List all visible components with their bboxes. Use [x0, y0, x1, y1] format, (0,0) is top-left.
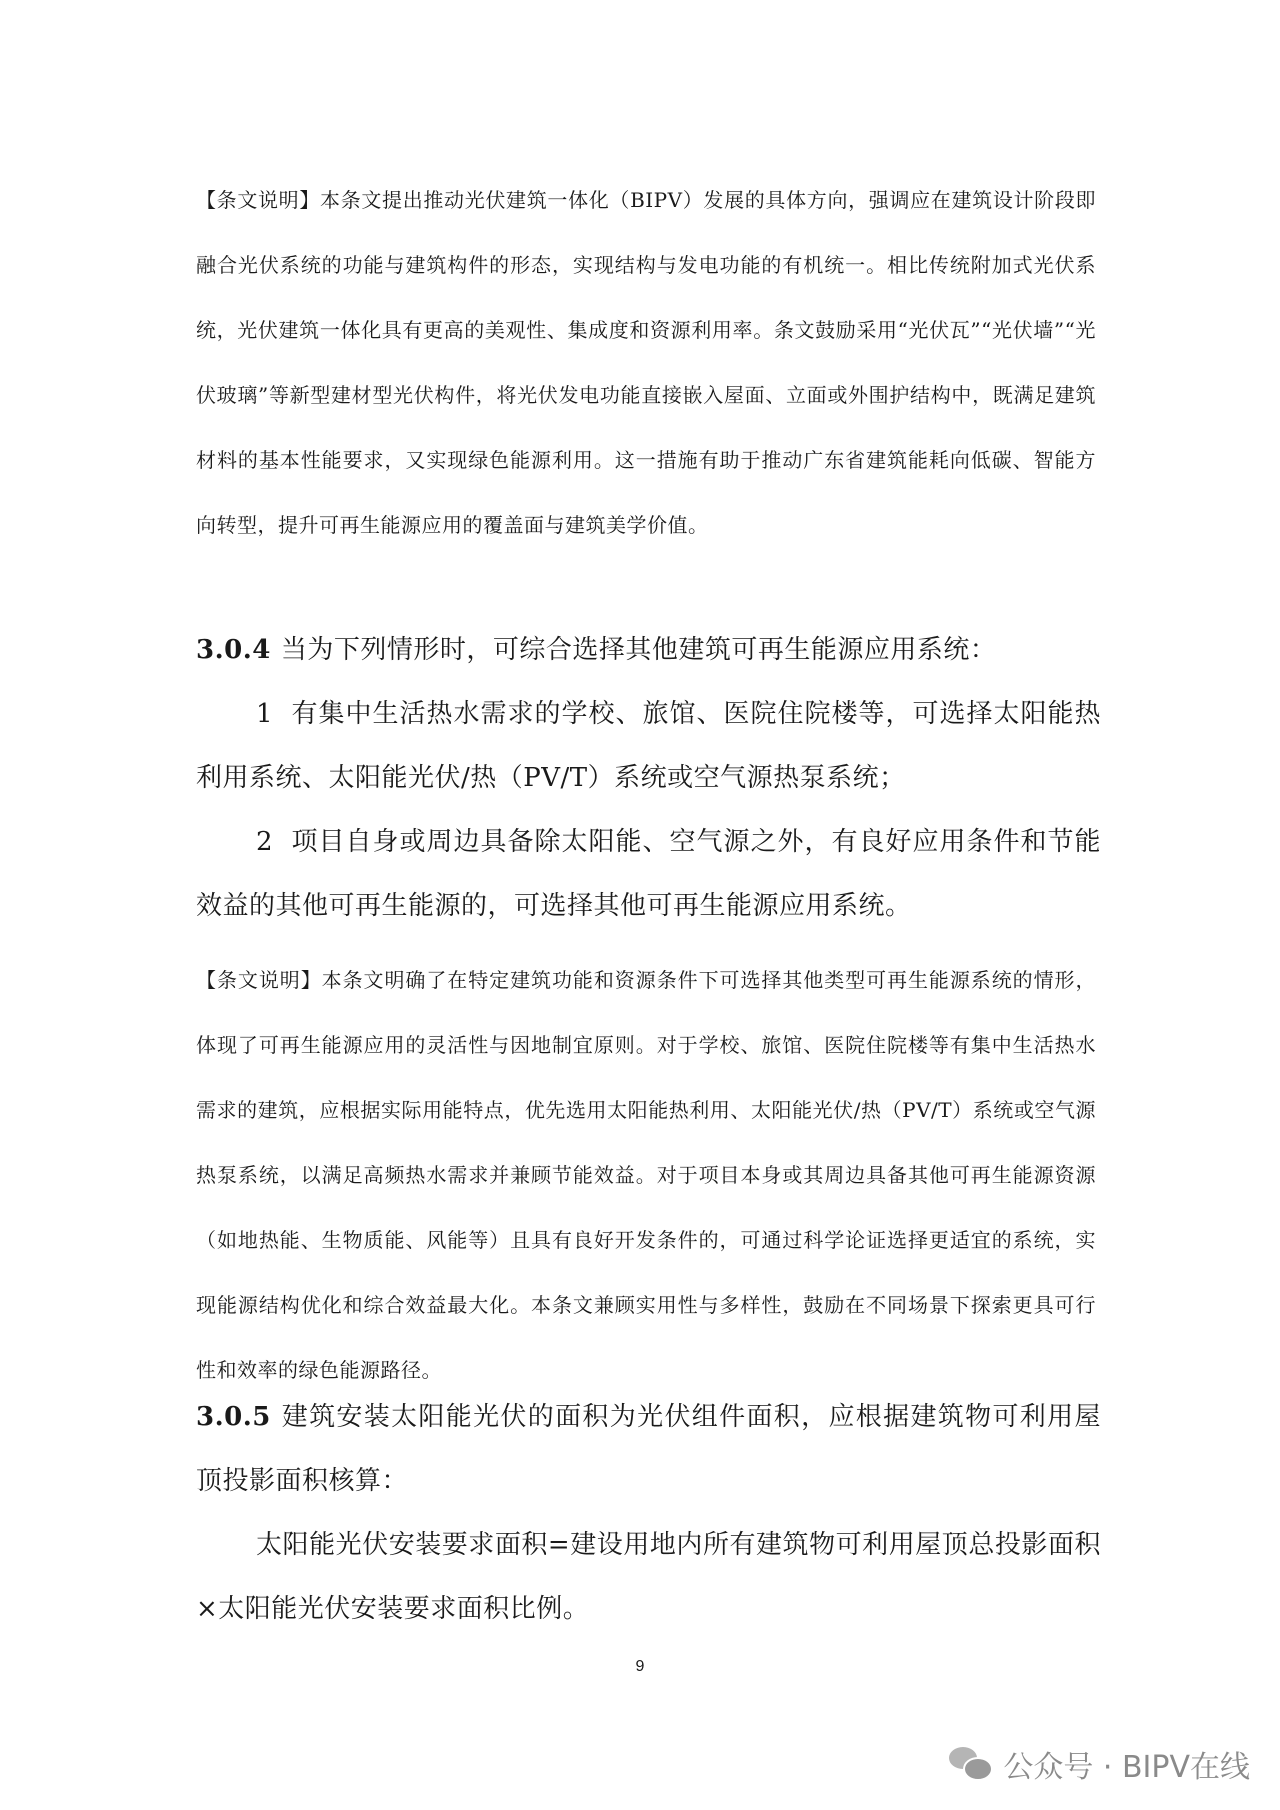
clause-explanation-304: 【条文说明】本条文明确了在特定建筑功能和资源条件下可选择其他类型可再生能源系统的情形，体现了可再生能源应用的灵活性与因地制宜原则。对于学校、旅馆、医院住院楼等有集中生活热水需求的建筑，应根据实际用能特点，优先选用太阳能热利用、太阳能光伏/热（PV/T）系统或空气源热泵系统，以满足高频热水需求并兼顾节能效益。对于项目本身或其周边具备其他可再生能源资源（如地热能、生物质能、风能等）且具有良好开发条件的，可通过科学论证选择更适宜的系统，实现能源结构优化和综合效益最大化。本条文兼顾实用性与多样性，鼓励在不同场景下探索更具可行性和效率的绿色能源路径。 — [196, 968, 1096, 1382]
item-index: 2 — [256, 827, 274, 857]
page-number: 9 — [635, 1658, 645, 1675]
clause-305 — [196, 1385, 1101, 1513]
watermark-text: 公众号 · BIPV在线 — [1003, 1750, 1250, 1785]
wechat-icon — [949, 1747, 991, 1781]
clause-text: 建筑安装太阳能光伏的面积为光伏组件面积，应根据建筑物可利用屋顶投影面积核算： — [196, 1402, 1101, 1496]
item-text: 有集中生活热水需求的学校、旅馆、医院住院楼等，可选择太阳能热利用系统、太阳能光伏/热（PV/T）系统或空气源热泵系统； — [196, 699, 1101, 793]
clause-number: 3.0.5 — [196, 1402, 271, 1432]
clause-text: 当为下列情形时，可综合选择其他建筑可再生能源应用系统： — [280, 635, 997, 665]
item-text: 项目自身或周边具备除太阳能、空气源之外，有良好应用条件和节能效益的其他可再生能源的，可选择其他可再生能源应用系统。 — [196, 827, 1101, 921]
clause-number: 3.0.4 — [196, 635, 271, 665]
clause-304-item-2 — [196, 810, 1101, 938]
area-formula: 太阳能光伏安装要求面积=建设用地内所有建筑物可利用屋顶总投影面积×太阳能光伏安装要求面积比例。 — [196, 1530, 1101, 1624]
clause-304 — [196, 618, 1101, 682]
clause-304-item-1 — [196, 682, 1101, 810]
clause-explanation-303: 【条文说明】本条文提出推动光伏建筑一体化（BIPV）发展的具体方向，强调应在建筑设计阶段即融合光伏系统的功能与建筑构件的形态，实现结构与发电功能的有机统一。相比传统附加式光伏系统，光伏建筑一体化具有更高的美观性、集成度和资源利用率。条文鼓励采用“光伏瓦”“光伏墙”“光伏玻璃”等新型建材型光伏构件，将光伏发电功能直接嵌入屋面、立面或外围护结构中，既满足建筑材料的基本性能要求，又实现绿色能源利用。这一措施有助于推动广东省建筑能耗向低碳、智能方向转型，提升可再生能源应用的覆盖面与建筑美学价值。 — [196, 188, 1096, 537]
item-index: 1 — [256, 699, 274, 729]
wechat-watermark — [949, 1742, 1250, 1786]
